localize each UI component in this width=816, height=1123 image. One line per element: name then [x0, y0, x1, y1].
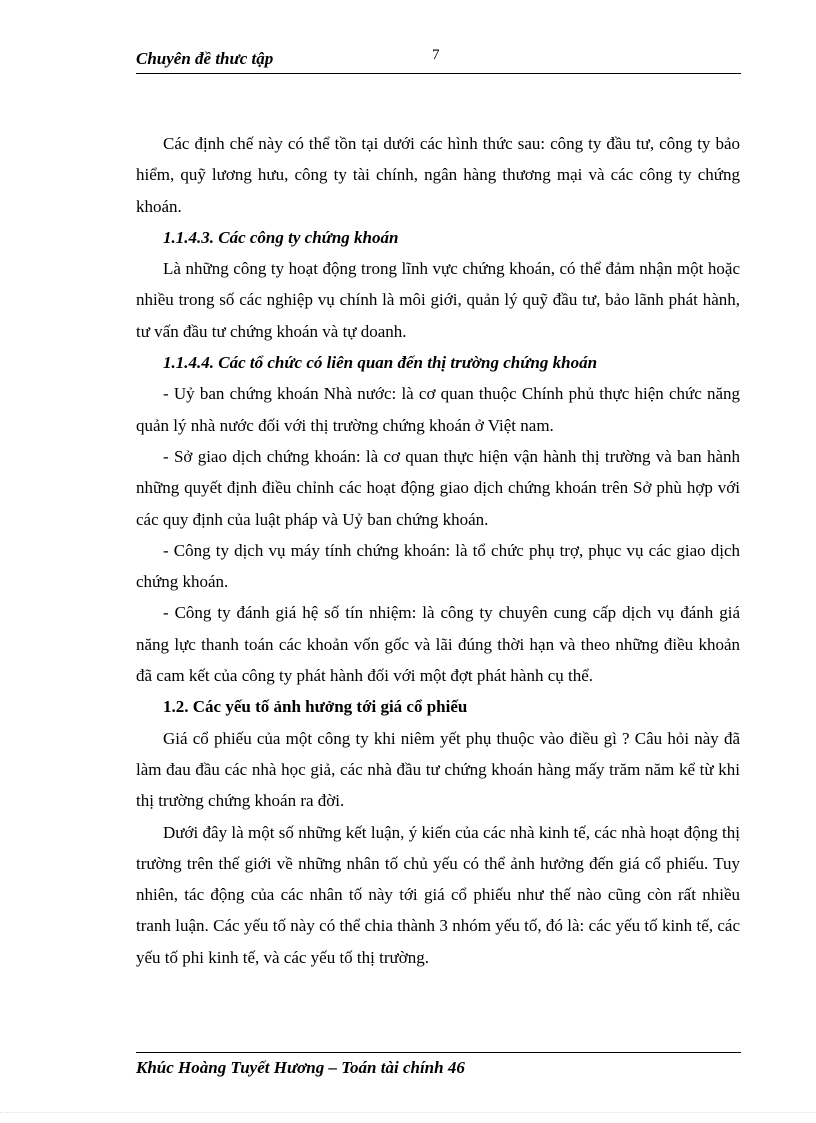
paragraph: Các định chế này có thể tồn tại dưới các hình thức sau: công ty đầu tư, công ty bảo hiểm, quỹ lương hưu, công ty tài chính, ngân hàng thương mại và các công ty chứng khoán.: [136, 134, 740, 216]
section-heading: 1.1.4.4. Các tổ chức có liên quan đến thị trường chứng khoán: [163, 353, 598, 373]
list-paragraph: - Sở giao dịch chứng khoán: là cơ quan thực hiện vận hành thị trường và ban hành những quyết định điều chỉnh các hoạt động giao dịch chứng khoán trên Sở phù hợp với các quy định của luật pháp và Uỷ ban chứng khoán.: [136, 446, 740, 529]
section-heading: 1.2. Các yếu tố ảnh hưởng tới giá cổ phiếu: [163, 697, 468, 717]
page-bottom-border: [0, 1112, 816, 1113]
list-paragraph: - Công ty đánh giá hệ số tín nhiệm: là công ty chuyên cung cấp dịch vụ đánh giá năng lực thanh toán các khoản vốn gốc và lãi đúng thời hạn và theo những điều khoản đã cam kết của công ty phát hành đối với một đợt phát hành cụ thể.: [136, 603, 740, 686]
header-title: Chuyên đề thưc tập: [136, 49, 274, 68]
footer-text: Khúc Hoàng Tuyết Hương – Toán tài chính 46: [136, 1058, 465, 1077]
paragraph: Giá cổ phiếu của một công ty khi niêm yết phụ thuộc vào điều gì ? Câu hỏi này đã làm đau đầu các nhà học giả, các nhà đầu tư chứng khoán hàng mấy trăm năm kể từ khi thị trường chứng khoán ra đời.: [136, 728, 740, 811]
paragraph: Là những công ty hoạt động trong lĩnh vực chứng khoán, có thể đảm nhận một hoặc nhiều trong số các nghiệp vụ chính là môi giới, quản lý quỹ đầu tư, bảo lãnh phát hành, tư vấn đầu tư chứng khoán và tự doanh.: [136, 259, 740, 341]
page-header: [136, 47, 741, 74]
body-text: [136, 128, 740, 973]
list-paragraph: - Công ty dịch vụ máy tính chứng khoán: là tổ chức phụ trợ, phục vụ các giao dịch chứng khoán.: [136, 540, 740, 592]
page-footer: [136, 1052, 741, 1078]
section-heading: 1.1.4.3. Các công ty chứng khoán: [163, 227, 399, 247]
list-paragraph: - Uỷ ban chứng khoán Nhà nước: là cơ quan thuộc Chính phủ thực hiện chức năng quản lý nhà nước đối với thị trường chứng khoán ở Việt nam.: [136, 384, 740, 435]
paragraph: Dưới đây là một số những kết luận, ý kiến của các nhà kinh tế, các nhà hoạt động thị trường trên thế giới về những nhân tố chủ yếu có thể ảnh hưởng đến giá cổ phiếu. Tuy nhiên, tác động của các nhân tố này tới giá cổ phiếu như thế nào cũng còn rất nhiều tranh luận. Các yếu tố này có thể chia thành 3 nhóm yếu tố, đó là: các yếu tố kinh tế, các yếu tố phi kinh tế, và các yếu tố thị trường.: [136, 822, 740, 967]
page-number: 7: [432, 47, 440, 63]
